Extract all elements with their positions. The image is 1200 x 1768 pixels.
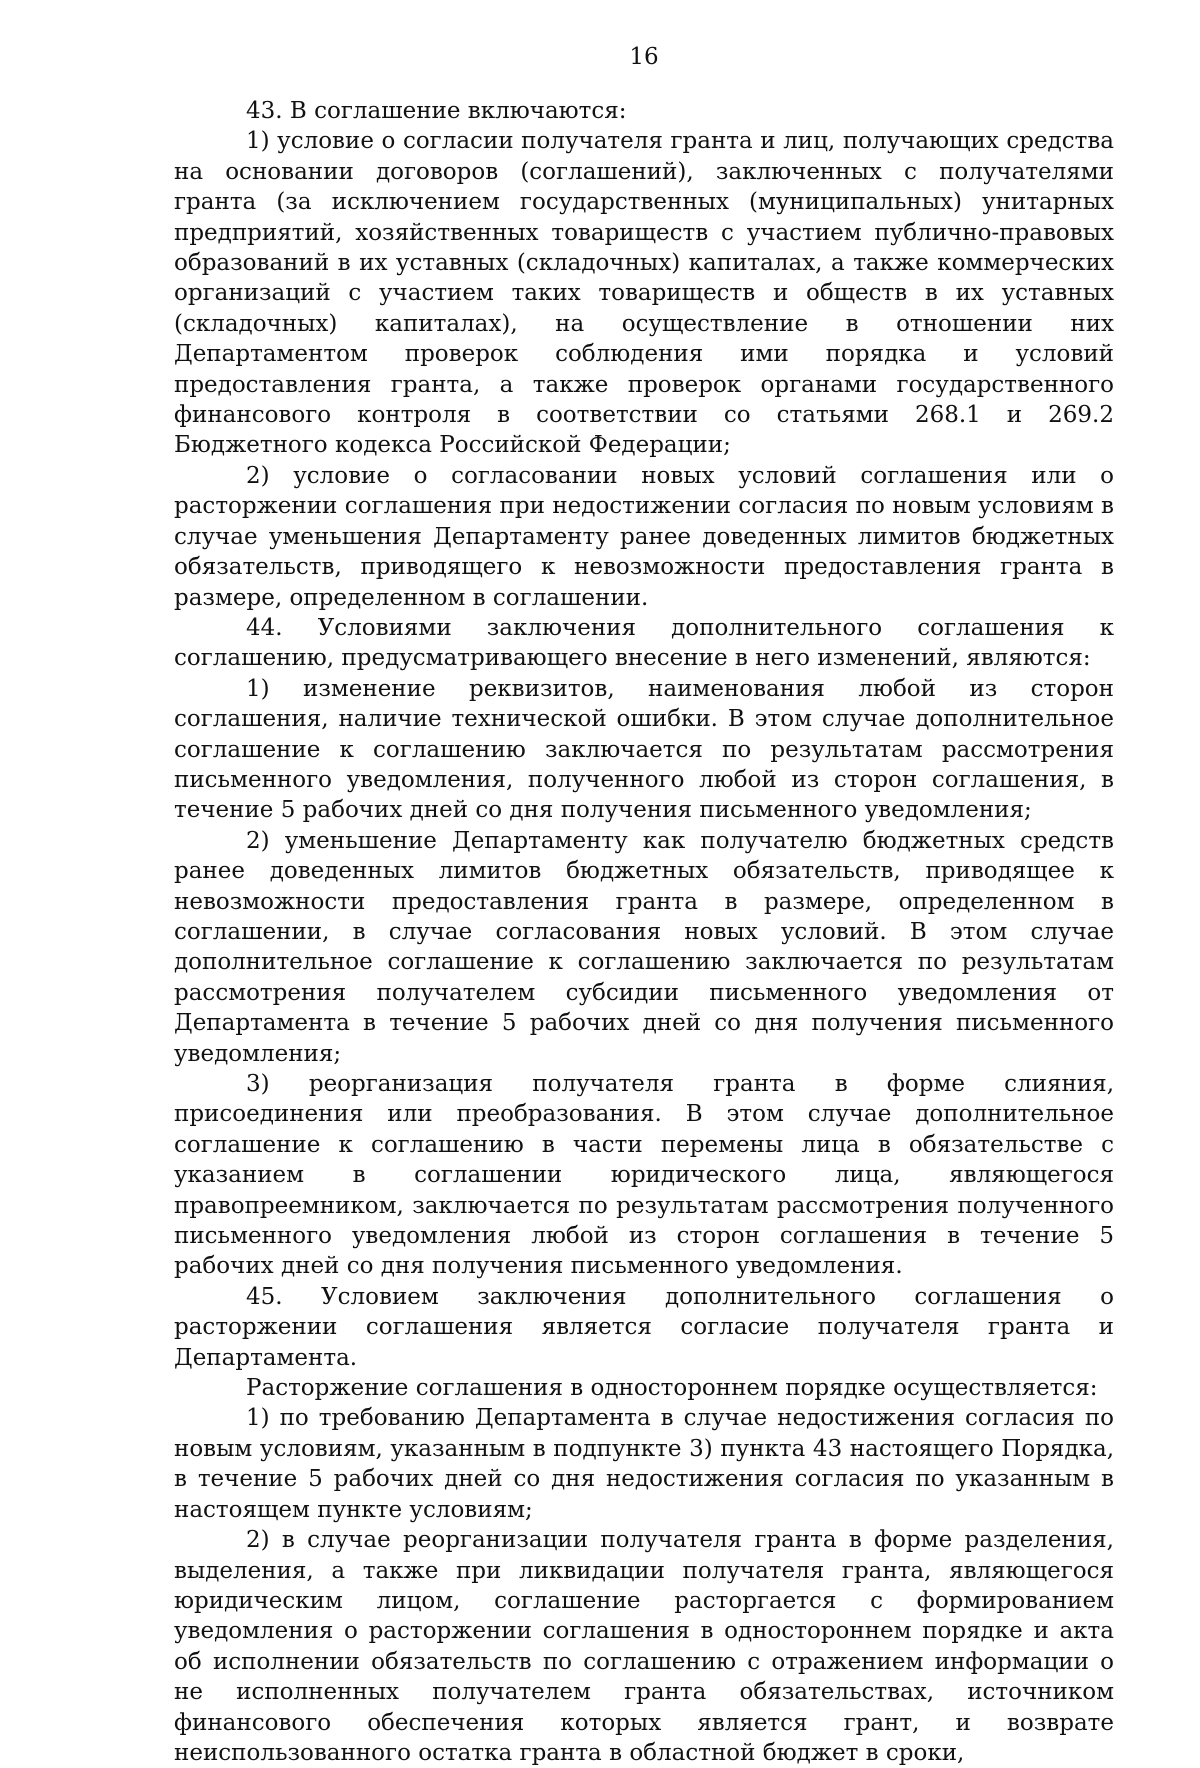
paragraph-43-intro: 43. В соглашение включаются: (246, 98, 627, 124)
paragraph-44-item-2: 2) уменьшение Департаменту как получателю бюджетных средств ранее доведенных лимитов бюджетных обязательств, приводящее к невозможности предоставления гранта в размере, определенном в соглашении, в случае согласования новых условий. В этом случае дополнительное соглашение к соглашению заключается по результатам рассмотрения получателем субсидии письменного уведомления от Департамента в течение 5 рабочих дней со дня получения письменного уведомления; (174, 827, 1114, 1067)
page-number: 16 (629, 44, 659, 70)
document-body (174, 96, 1114, 1768)
paragraph-44-item-1: 1) изменение реквизитов, наименования любой из сторон соглашения, наличие технической ошибки. В этом случае дополнительное соглашение к соглашению заключается по результатам рассмотрения письменного уведомления, полученного любой из сторон соглашения, в течение 5 рабочих дней со дня получения письменного уведомления; (174, 675, 1114, 824)
paragraph-44-item-3: 3) реорганизация получателя гранта в форме слияния, присоединения или преобразования. В этом случае дополнительное соглашение к соглашению в части перемены лица в обязательстве с указанием в соглашении юридического лица, являющегося правопреемником, заключается по результатам рассмотрения полученного письменного уведомления любой из сторон соглашения в течение 5 рабочих дней со дня получения письменного уведомления. (174, 1071, 1114, 1280)
paragraph-termination-item-1: 1) по требованию Департамента в случае недостижения согласия по новым условиям, указанным в подпункте 3) пункта 43 настоящего Порядка, в течение 5 рабочих дней со дня недостижения согласия по указанным в настоящем пункте условиям; (174, 1405, 1114, 1523)
paragraph-45: 45. Условием заключения дополнительного соглашения о расторжении соглашения является согласие получателя гранта и Департамента. (174, 1283, 1114, 1371)
paragraph-termination-intro: Расторжение соглашения в одностороннем порядке осуществляется: (246, 1375, 1098, 1402)
paragraph-43-item-1: 1) условие о согласии получателя гранта и лиц, получающих средства на основании договоров (соглашений), заключенных с получателями гранта (за исключением государственных (муниципальных) унитарных предприятий, хозяйственных товариществ с участием публично-правовых образований в их уставных (складочных) капиталах, а также коммерческих организаций с участием таких товариществ и обществ в их уставных (складочных) капиталах), на осуществление в отношении них Департаментом проверок соблюдения ими порядка и условий предоставления гранта, а также проверок органами государственного финансового контроля в соответствии со статьями 268.1 и 269.2 Бюджетного кодекса Российской Федерации; (174, 128, 1114, 459)
paragraph-44-intro: 44. Условиями заключения дополнительного соглашения к соглашению, предусматривающего внесение в него изменений, являются: (174, 614, 1114, 672)
paragraph-43-item-2: 2) условие о согласовании новых условий соглашения или о расторжении соглашения при недостижении согласия по новым условиям в случае уменьшения Департаменту ранее доведенных лимитов бюджетных обязательств, приводящего к невозможности предоставления гранта в размере, определенном в соглашении. (174, 462, 1114, 611)
paragraph-termination-item-2: 2) в случае реорганизации получателя гранта в форме разделения, выделения, а также при ликвидации получателя гранта, являющегося юридическим лицом, соглашение расторгается с формированием уведомления о расторжении соглашения в одностороннем порядке и акта об исполнении обязательств по соглашению с отражением информации о не исполненных получателем гранта обязательствах, источником финансового обеспечения которых является грант, и возврате неиспользованного остатка гранта в областной бюджет в сроки, (174, 1527, 1114, 1766)
